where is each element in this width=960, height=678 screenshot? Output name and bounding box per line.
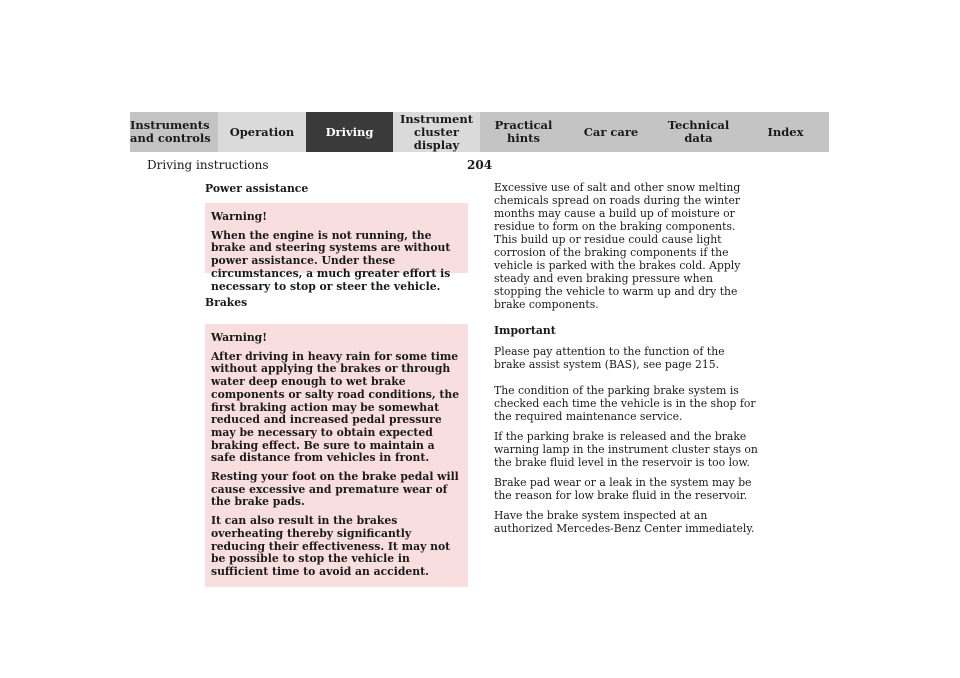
paragraph: Have the brake system inspected at an authorized Mercedes-Benz Center immediately. <box>494 509 755 535</box>
warning-title: Warning! <box>211 331 267 344</box>
warning-title: Warning! <box>211 210 267 223</box>
paragraph: If the parking brake is released and the brake warning lamp in the instrument cluster stays on the brake fluid level in the reservoir is too low. <box>494 430 758 469</box>
left-column <box>205 182 468 293</box>
important-heading: Important <box>494 324 556 337</box>
warning-box-brakes <box>205 324 468 587</box>
power-assistance-heading: Power assistance <box>205 182 309 195</box>
warning-box-power <box>205 203 468 293</box>
tab-practical-hints[interactable]: Practical hints <box>480 112 567 152</box>
tab-operation[interactable]: Operation <box>218 112 306 152</box>
paragraph: The condition of the parking brake system is checked each time the vehicle is in the shop for the required maintenance service. <box>494 384 756 423</box>
tab-driving[interactable]: Driving <box>306 112 393 152</box>
page-number: 204 <box>467 158 493 172</box>
tab-instruments-and-controls[interactable]: Instruments and controls <box>130 112 218 152</box>
warning-paragraph: After driving in heavy rain for some time without applying the brakes or through water deep enough to wet brake components or salty road conditions, the first braking action may be somewhat reduced and increased pedal pressure may be necessary to obtain expected braking effect. Be sure to maintain a safe distance from vehicles in front. <box>211 349 460 465</box>
paragraph: Brake pad wear or a leak in the system may be the reason for low brake fluid in the reservoir. <box>494 476 752 502</box>
paragraph: Please pay attention to the function of the brake assist system (BAS), see page 215. <box>494 345 725 371</box>
warning-paragraph: Resting your foot on the brake pedal will cause excessive and premature wear of the brake pads. <box>211 470 459 509</box>
paragraph: Excessive use of salt and other snow melting chemicals spread on roads during the winter months may cause a build up of moisture or residue to form on the braking components. This build up or residue could cause light corrosion of the braking components if the vehicle is parked with the brakes cold. Apply steady and even braking pressure when stopping the vehicle to warm up and dry the brake components. <box>494 181 741 311</box>
warning-text: When the engine is not running, the brake and steering systems are without power assistance. Under these circumstances, a much greater effort is necessary to stop or steer the vehicle. <box>211 228 451 293</box>
section-title: Driving instructions <box>147 158 269 172</box>
warning-paragraph: It can also result in the brakes overheating thereby significantly reducing their effectiveness. It may not be possible to stop the vehicle in sufficient time to avoid an accident. <box>211 514 451 578</box>
tab-index[interactable]: Index <box>742 112 829 152</box>
tab-car-care[interactable]: Car care <box>567 112 655 152</box>
brakes-section <box>205 296 468 587</box>
tab-instrument-cluster-display[interactable]: Instrument cluster display <box>393 112 480 152</box>
section-nav <box>130 112 829 152</box>
right-column <box>494 181 759 542</box>
brakes-heading: Brakes <box>205 296 248 309</box>
tab-technical-data[interactable]: Technical data <box>655 112 742 152</box>
